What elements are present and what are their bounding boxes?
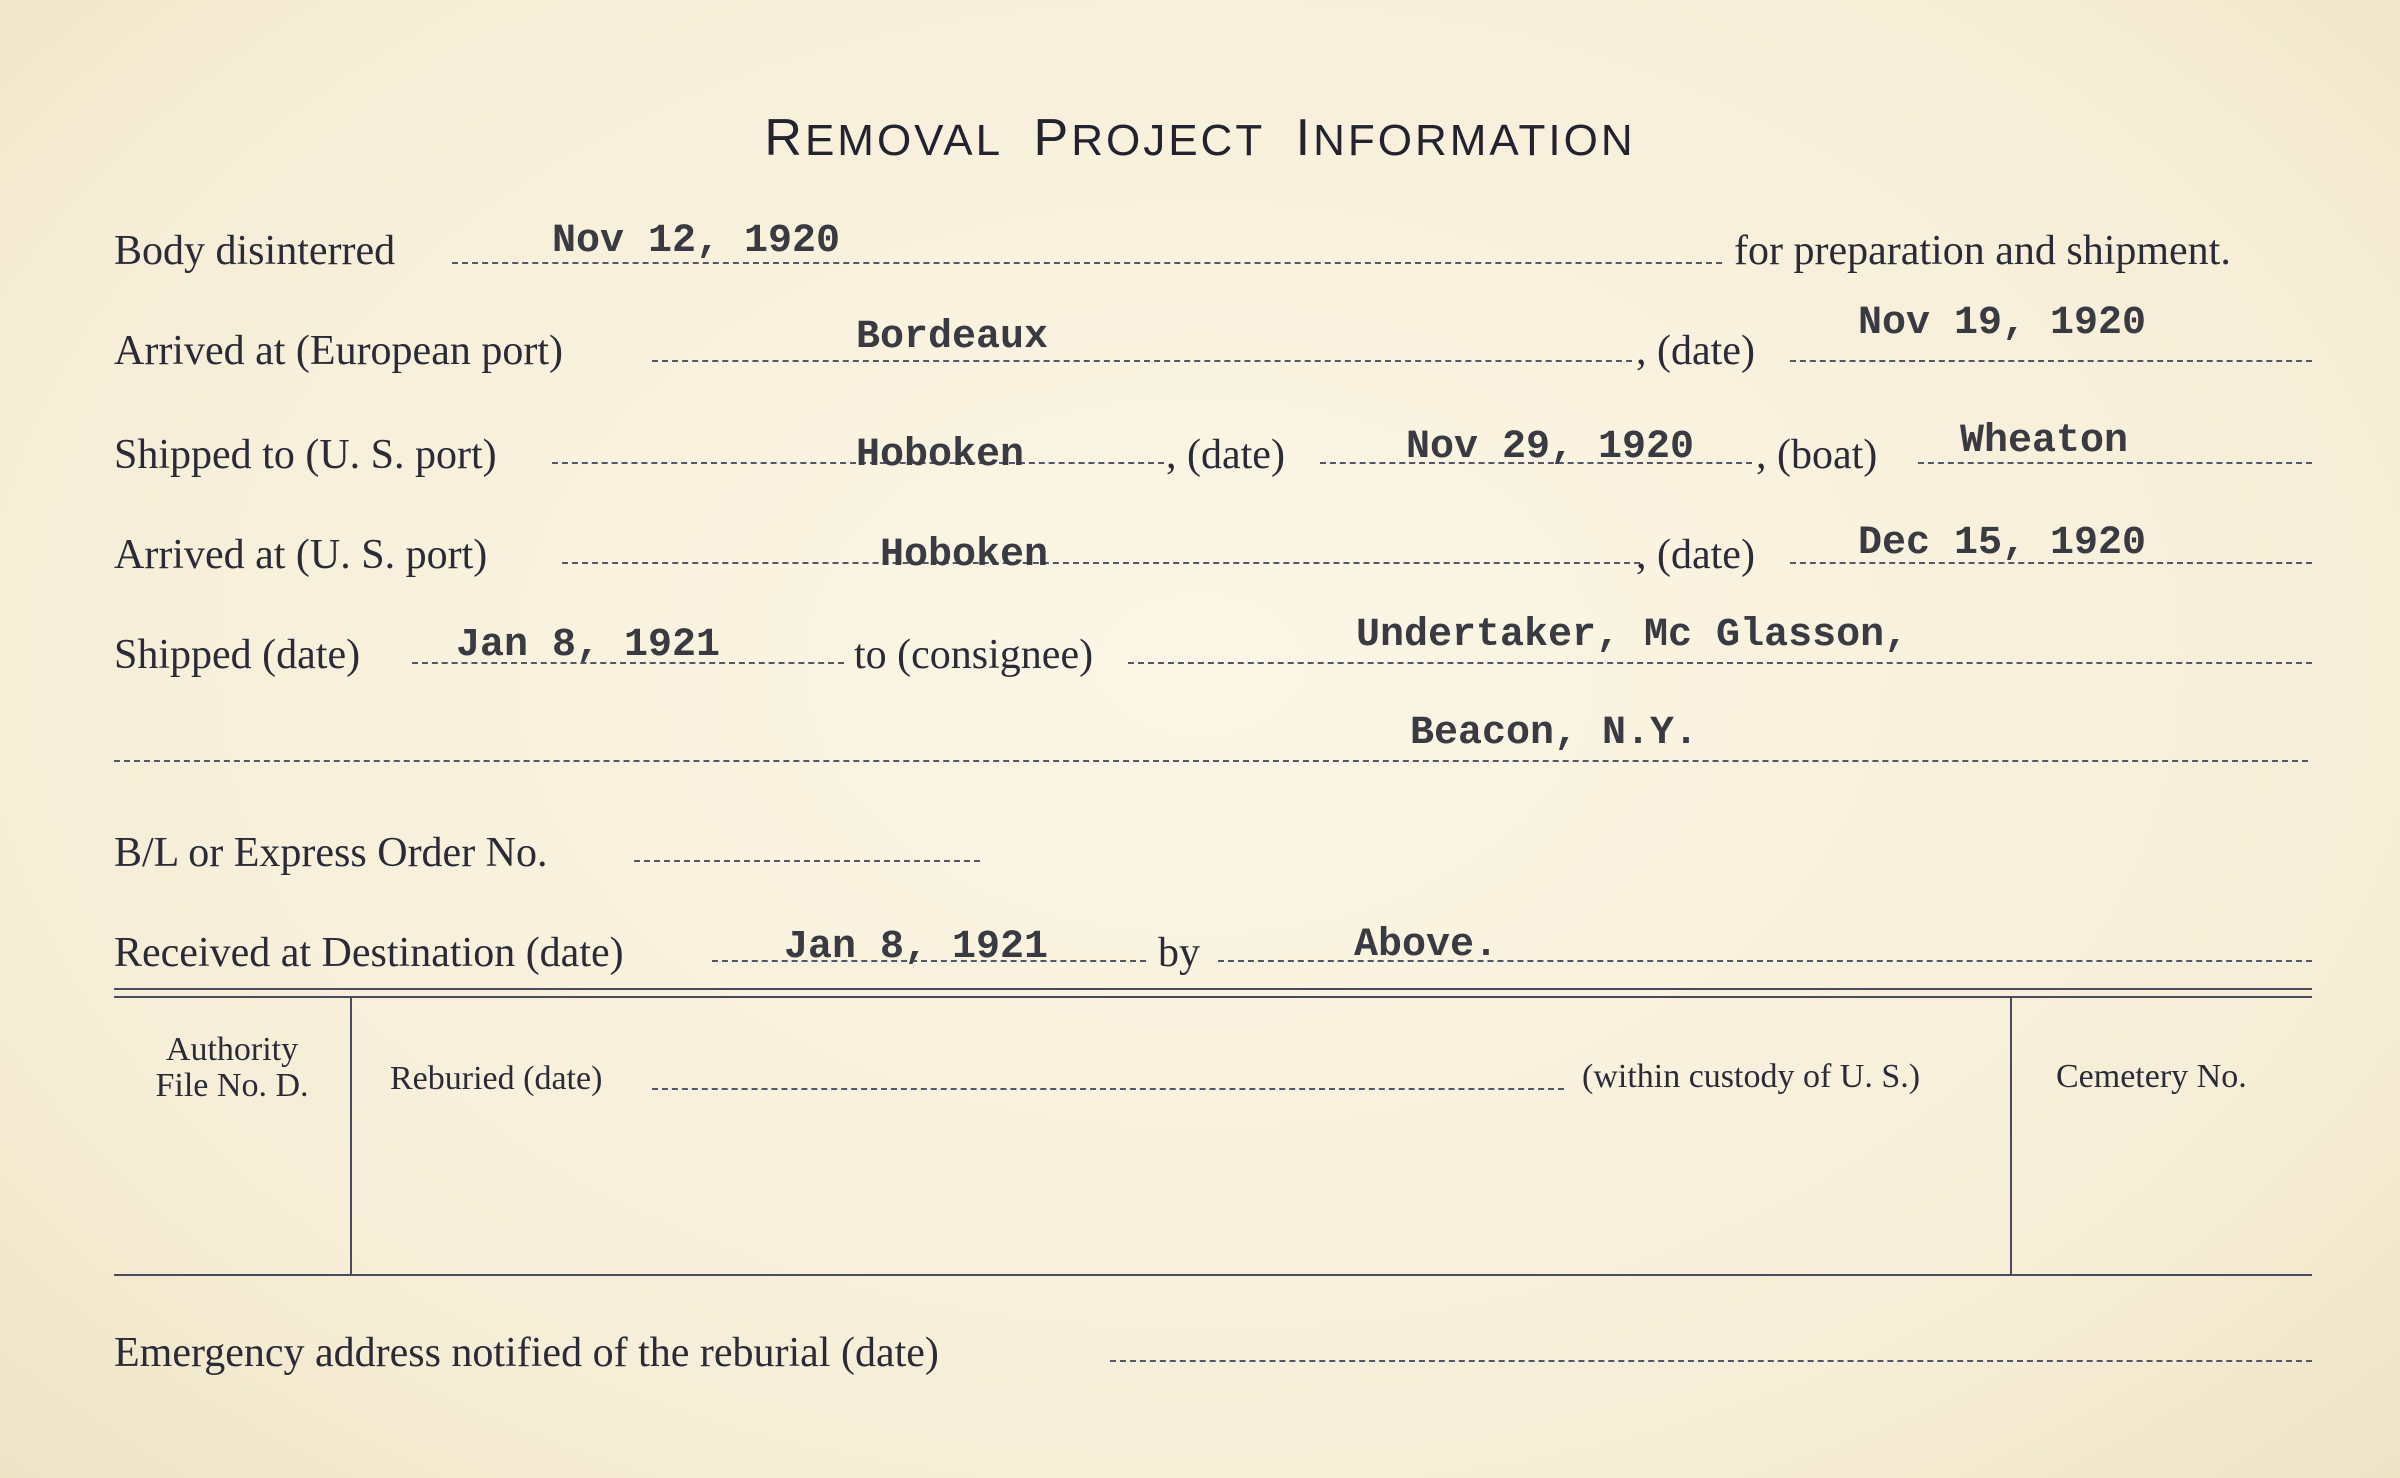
box-top-rule-2 <box>114 996 2312 998</box>
authority-file-label <box>118 1032 346 1104</box>
title-initial: P <box>1033 109 1072 167</box>
emergency-address-label: Emergency address notified of the reburial (date) <box>114 1330 939 1376</box>
consignee-value-line1: Undertaker, Mc Glasson, <box>1356 613 1909 658</box>
authority-label-line1: Authority <box>165 1031 299 1068</box>
us-port-arrived-line <box>562 562 1640 564</box>
box-divider-left <box>350 998 352 1274</box>
box-top-rule <box>114 988 2312 990</box>
consignee-line-2 <box>114 760 2308 762</box>
received-by-label: by <box>1158 930 1200 976</box>
title-word: EMOVAL <box>804 116 1004 165</box>
us-port-shipped-value: Hoboken <box>856 433 1025 478</box>
received-date-value: Jan 8, 1921 <box>784 925 1049 970</box>
emergency-address-line <box>1110 1360 2312 1362</box>
body-disinterred-label: Body disinterred <box>114 228 396 274</box>
european-date-label: , (date) <box>1636 328 1755 374</box>
european-date-line <box>1790 360 2312 362</box>
preparation-shipment-label: for preparation and shipment. <box>1734 228 2231 274</box>
shipped-date2-label: Shipped (date) <box>114 632 361 678</box>
custody-label: (within custody of U. S.) <box>1582 1058 1921 1095</box>
consignee-line <box>1128 662 2312 664</box>
card-title <box>0 109 2400 167</box>
us-port-arrived-value: Hoboken <box>880 533 1049 578</box>
authority-label-line2: File No. D. <box>155 1067 309 1104</box>
consignee-value-line2: Beacon, N.Y. <box>1410 711 1699 756</box>
european-port-value: Bordeaux <box>856 315 1049 360</box>
reburied-label: Reburied (date) <box>390 1060 603 1097</box>
boat-value: Wheaton <box>1960 419 2129 464</box>
cemetery-no-label: Cemetery No. <box>2056 1058 2247 1095</box>
title-initial: R <box>764 109 805 167</box>
reburied-line <box>652 1088 1564 1090</box>
boat-label: , (boat) <box>1756 432 1878 478</box>
box-bottom-rule <box>114 1274 2312 1276</box>
consignee-label: to (consignee) <box>854 632 1094 678</box>
us-port-shipped-label: Shipped to (U. S. port) <box>114 432 497 478</box>
body-disinterred-value: Nov 12, 1920 <box>552 219 841 264</box>
received-by-value: Above. <box>1354 923 1499 968</box>
title-word: NFORMATION <box>1313 116 1636 165</box>
european-port-label: Arrived at (European port) <box>114 328 563 374</box>
title-initial: I <box>1295 109 1314 167</box>
received-destination-label: Received at Destination (date) <box>114 930 624 976</box>
us-port-arrived-label: Arrived at (U. S. port) <box>114 532 488 578</box>
arrived-date-label: , (date) <box>1636 532 1755 578</box>
title-word: ROJECT <box>1071 116 1266 165</box>
bl-order-line <box>634 860 980 862</box>
box-divider-right <box>2010 998 2012 1274</box>
shipped-date2-value: Jan 8, 1921 <box>456 623 721 668</box>
shipped-date-label: , (date) <box>1166 432 1285 478</box>
european-port-line <box>652 360 1632 362</box>
bl-order-label: B/L or Express Order No. <box>114 830 548 876</box>
shipped-date-value: Nov 29, 1920 <box>1406 425 1695 470</box>
european-date-value: Nov 19, 1920 <box>1858 301 2147 346</box>
arrived-date-value: Dec 15, 1920 <box>1858 521 2147 566</box>
